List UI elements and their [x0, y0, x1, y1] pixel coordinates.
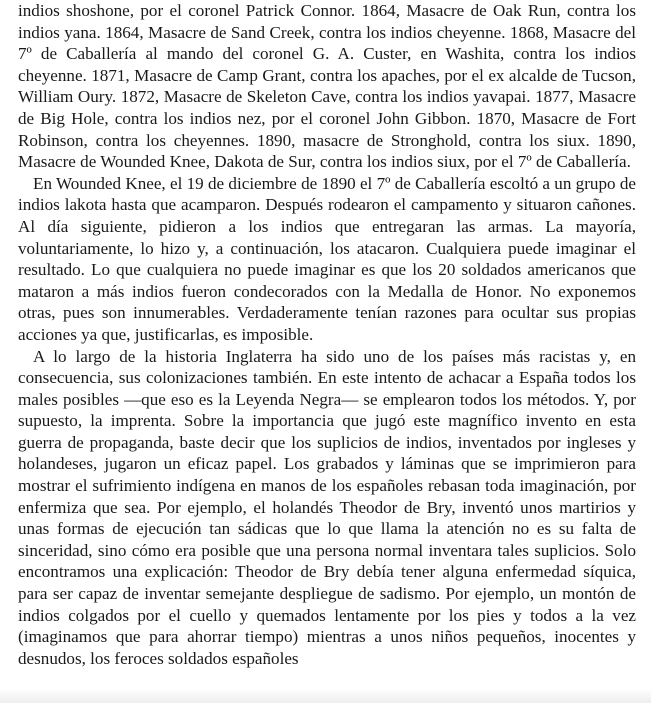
paragraph-black-legend: A lo largo de la historia Inglaterra ha sido uno de los países más racistas y, en consecuencia, sus colonizaciones también. En este intento de achacar a España todos los males posibles —que eso es la Leyenda Negra— se emplearon todos los métodos. Y, por supuesto, la imprenta. Sobre la importancia que jugó este magnífico invento en esta guerra de propaganda, baste decir que los suplicios de indios, inventados por ingleses y holandeses, jugaron un eficaz papel. Los grabados y láminas que se imprimieron para mostrar el sufrimiento indígena en manos de los españoles rebasan toda imaginación, por enfermiza que sea. Por ejemplo, el holandés Theodor de Bry, inventó unos martirios y unas formas de ejecución tan sádicas que lo que llama la atención no es su falta de sinceridad, sino cómo era posible que una persona normal inventara tales suplicios. Solo encontramos una explicación: Theodor de Bry debía tener alguna enfermedad síquica, para ser capaz de inventar semejante despliegue de sadismo. Por ejemplo, un montón de indios colgados por el cuello y quemados lentamente por los pies y todos a la vez (imaginamos que para ahorrar tiempo) mientras a unos niños pequeños, inocentes y desnudos, los feroces soldados españoles: [18, 346, 636, 668]
paragraph-massacre-list: indios shoshone, por el coronel Patrick Connor. 1864, Masacre de Oak Run, contra los indios yana. 1864, Masacre de Sand Creek, contra los indios cheyenne. 1868, Masacre del 7º de Caballería al mando del coronel G. A. Custer, en Washita, contra los indios cheyenne. 1871, Masacre de Camp Grant, contra los apaches, por el ex alcalde de Tucson, William Oury. 1872, Masacre de Skeleton Cave, contra los indios yavapai. 1877, Masacre de Big Hole, contra los indios nez, por el coronel John Gibbon. 1870, Masacre de Fort Robinson, contra los cheyennes. 1890, masacre de Stronghold, contra los siux. 1890, Masacre de Wounded Knee, Dakota de Sur, contra los indios siux, por el 7º de Caballería.: [18, 1, 636, 172]
paragraph-wounded-knee: En Wounded Knee, el 19 de diciembre de 1890 el 7º de Caballería escoltó a un grupo de indios lakota hasta que acamparon. Después rodearon el campamento y situaron cañones. Al día siguiente, pidieron a los indios que entregaran las armas. La mayoría, voluntariamente, lo hizo y, a continuación, los atacaron. Cualquiera puede imaginar el resultado. Lo que cualquiera no puede imaginar es que los 20 soldados americanos que mataron a más indios fueron condecorados con la Medalla de Honor. No exponemos otras, pues son innumerables. Verdaderamente tenían razones para ocultar sus propias acciones ya que, justificarlas, es imposible.: [18, 173, 636, 344]
page-bottom-edge: [0, 689, 651, 703]
document-page: [18, 0, 636, 669]
